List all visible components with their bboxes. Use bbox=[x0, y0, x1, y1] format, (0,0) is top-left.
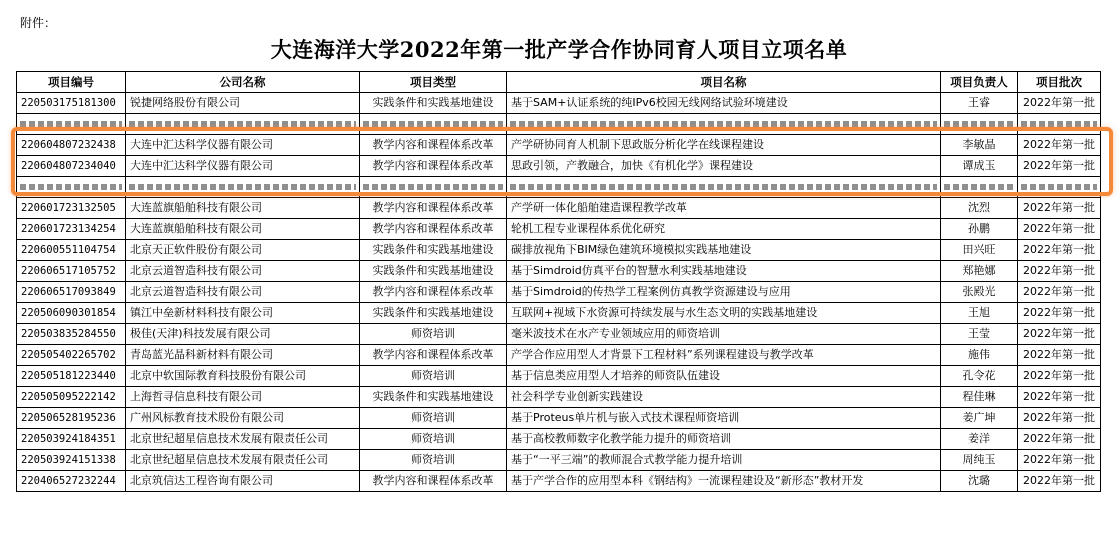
cell-company: 极佳(天津)科技发展有限公司 bbox=[126, 324, 360, 345]
cell-code: 220506528195236 bbox=[17, 408, 126, 429]
cell-type: 实践条件和实践基地建设 bbox=[360, 93, 507, 114]
cell-name: 基于高校教师数字化教学能力提升的师资培训 bbox=[507, 429, 941, 450]
cell-type: 教学内容和课程体系改革 bbox=[360, 156, 507, 177]
cell-batch: 2022年第一批 bbox=[1018, 345, 1101, 366]
table-row bbox=[17, 156, 1101, 177]
cell-lead: 沈璐 bbox=[941, 471, 1018, 492]
cell-type: 教学内容和课程体系改革 bbox=[360, 345, 507, 366]
cell-company: 北京天正软件股份有限公司 bbox=[126, 240, 360, 261]
cell-company: 北京世纪超星信息技术发展有限责任公司 bbox=[126, 429, 360, 450]
cell-name: 思政引领，产教融合，加快《有机化学》课程建设 bbox=[507, 156, 941, 177]
cell-type: 师资培训 bbox=[360, 324, 507, 345]
table-row bbox=[17, 282, 1101, 303]
table-row bbox=[17, 408, 1101, 429]
cell-lead: 王睿 bbox=[941, 93, 1018, 114]
cell-name: 毫米波技术在水产专业领域应用的师资培训 bbox=[507, 324, 941, 345]
table-row-obscured bbox=[17, 114, 1101, 135]
cell-company bbox=[126, 177, 360, 198]
cell-name: 基于Simdroid的传热学工程案例仿真教学资源建设与应用 bbox=[507, 282, 941, 303]
cell-type: 师资培训 bbox=[360, 366, 507, 387]
cell-batch: 2022年第一批 bbox=[1018, 261, 1101, 282]
cell-type bbox=[360, 114, 507, 135]
cell-lead: 施伟 bbox=[941, 345, 1018, 366]
cell-batch: 2022年第一批 bbox=[1018, 366, 1101, 387]
cell-code: 220604807234040 bbox=[17, 156, 126, 177]
column-header-batch: 项目批次 bbox=[1018, 72, 1101, 93]
cell-lead bbox=[941, 114, 1018, 135]
table-row bbox=[17, 93, 1101, 114]
cell-name: 轮机工程专业课程体系优化研究 bbox=[507, 219, 941, 240]
cell-code: 220503924151338 bbox=[17, 450, 126, 471]
cell-name: 基于Simdroid仿真平台的智慧水利实践基地建设 bbox=[507, 261, 941, 282]
table-row-obscured bbox=[17, 177, 1101, 198]
project-table bbox=[16, 71, 1101, 492]
cell-type: 师资培训 bbox=[360, 450, 507, 471]
cell-company: 广州风标教育技术股份有限公司 bbox=[126, 408, 360, 429]
cell-name: 互联网+视域下水资源可持续发展与水生态文明的实践基地建设 bbox=[507, 303, 941, 324]
cell-code: 220604807232438 bbox=[17, 135, 126, 156]
cell-company: 大连蓝旗船舶科技有限公司 bbox=[126, 198, 360, 219]
cell-type: 教学内容和课程体系改革 bbox=[360, 219, 507, 240]
cell-name bbox=[507, 177, 941, 198]
cell-lead: 程佳琳 bbox=[941, 387, 1018, 408]
cell-code: 220505181223440 bbox=[17, 366, 126, 387]
cell-batch bbox=[1018, 177, 1101, 198]
document-title: 大连海洋大学2022年第一批产学合作协同育人项目立项名单 bbox=[270, 37, 848, 62]
cell-batch bbox=[1018, 114, 1101, 135]
cell-lead: 张殿光 bbox=[941, 282, 1018, 303]
cell-type: 教学内容和课程体系改革 bbox=[360, 135, 507, 156]
cell-company: 镇江中垒新材料科技有限公司 bbox=[126, 303, 360, 324]
cell-lead: 孔令花 bbox=[941, 366, 1018, 387]
cell-company bbox=[126, 114, 360, 135]
table-row bbox=[17, 471, 1101, 492]
attachment-label: 附件： bbox=[20, 16, 57, 30]
cell-code: 220503835284550 bbox=[17, 324, 126, 345]
cell-lead bbox=[941, 177, 1018, 198]
cell-batch: 2022年第一批 bbox=[1018, 471, 1101, 492]
cell-batch: 2022年第一批 bbox=[1018, 429, 1101, 450]
cell-company: 北京云道智造科技有限公司 bbox=[126, 261, 360, 282]
cell-lead: 姜洋 bbox=[941, 429, 1018, 450]
table-row bbox=[17, 135, 1101, 156]
table-row bbox=[17, 366, 1101, 387]
cell-lead: 郑艳娜 bbox=[941, 261, 1018, 282]
cell-code: 220606517105752 bbox=[17, 261, 126, 282]
cell-type: 实践条件和实践基地建设 bbox=[360, 261, 507, 282]
cell-name: 产学研一体化船舶建造课程教学改革 bbox=[507, 198, 941, 219]
cell-name: 产学研协同育人机制下思政版分析化学在线课程建设 bbox=[507, 135, 941, 156]
cell-code: 220503924184351 bbox=[17, 429, 126, 450]
cell-company: 大连中汇达科学仪器有限公司 bbox=[126, 156, 360, 177]
cell-batch: 2022年第一批 bbox=[1018, 387, 1101, 408]
cell-lead: 孙鹏 bbox=[941, 219, 1018, 240]
cell-name: 基于SAM+认证系统的纯IPv6校园无线网络试验环境建设 bbox=[507, 93, 941, 114]
table-row bbox=[17, 450, 1101, 471]
cell-code bbox=[17, 177, 126, 198]
cell-name bbox=[507, 114, 941, 135]
cell-code: 220503175181300 bbox=[17, 93, 126, 114]
cell-batch: 2022年第一批 bbox=[1018, 219, 1101, 240]
cell-batch: 2022年第一批 bbox=[1018, 135, 1101, 156]
cell-name: 基于产学合作的应用型本科《钢结构》一流课程建设及“新形态”教材开发 bbox=[507, 471, 941, 492]
cell-company: 锐捷网络股份有限公司 bbox=[126, 93, 360, 114]
cell-company: 上海哲寻信息科技有限公司 bbox=[126, 387, 360, 408]
cell-company: 北京中软国际教育科技股份有限公司 bbox=[126, 366, 360, 387]
cell-company: 大连蓝旗船舶科技有限公司 bbox=[126, 219, 360, 240]
cell-type: 师资培训 bbox=[360, 408, 507, 429]
cell-company: 北京世纪超星信息技术发展有限责任公司 bbox=[126, 450, 360, 471]
cell-type: 教学内容和课程体系改革 bbox=[360, 471, 507, 492]
cell-batch: 2022年第一批 bbox=[1018, 324, 1101, 345]
cell-lead: 姜广坤 bbox=[941, 408, 1018, 429]
table-row bbox=[17, 303, 1101, 324]
cell-batch: 2022年第一批 bbox=[1018, 156, 1101, 177]
cell-batch: 2022年第一批 bbox=[1018, 303, 1101, 324]
cell-code bbox=[17, 114, 126, 135]
table-row bbox=[17, 345, 1101, 366]
table-row bbox=[17, 429, 1101, 450]
column-header-company: 公司名称 bbox=[126, 72, 360, 93]
cell-name: 基于“一平三端”的教师混合式教学能力提升培训 bbox=[507, 450, 941, 471]
cell-lead: 李敏晶 bbox=[941, 135, 1018, 156]
cell-type: 教学内容和课程体系改革 bbox=[360, 198, 507, 219]
cell-batch: 2022年第一批 bbox=[1018, 198, 1101, 219]
column-header-name: 项目名称 bbox=[507, 72, 941, 93]
cell-name: 碳排放视角下BIM绿色建筑环境模拟实践基地建设 bbox=[507, 240, 941, 261]
cell-type bbox=[360, 177, 507, 198]
cell-company: 青岛蓝光晶科新材料有限公司 bbox=[126, 345, 360, 366]
table-row bbox=[17, 219, 1101, 240]
cell-type: 实践条件和实践基地建设 bbox=[360, 303, 507, 324]
cell-batch: 2022年第一批 bbox=[1018, 240, 1101, 261]
cell-company: 大连中汇达科学仪器有限公司 bbox=[126, 135, 360, 156]
cell-name: 基于Proteus单片机与嵌入式技术课程师资培训 bbox=[507, 408, 941, 429]
table-row bbox=[17, 324, 1101, 345]
column-header-code: 项目编号 bbox=[17, 72, 126, 93]
cell-company: 北京筑信达工程咨询有限公司 bbox=[126, 471, 360, 492]
table-header-row bbox=[17, 72, 1101, 93]
cell-type: 教学内容和课程体系改革 bbox=[360, 282, 507, 303]
cell-code: 220506090301854 bbox=[17, 303, 126, 324]
table-row bbox=[17, 240, 1101, 261]
cell-code: 220600551104754 bbox=[17, 240, 126, 261]
cell-name: 社会科学专业创新实践建设 bbox=[507, 387, 941, 408]
cell-type: 师资培训 bbox=[360, 429, 507, 450]
cell-type: 实践条件和实践基地建设 bbox=[360, 240, 507, 261]
cell-code: 220505402265702 bbox=[17, 345, 126, 366]
cell-lead: 周纯玉 bbox=[941, 450, 1018, 471]
column-header-lead: 项目负责人 bbox=[941, 72, 1018, 93]
cell-code: 220601723132505 bbox=[17, 198, 126, 219]
cell-lead: 谭成玉 bbox=[941, 156, 1018, 177]
cell-name: 基于信息类应用型人才培养的师资队伍建设 bbox=[507, 366, 941, 387]
cell-lead: 王旭 bbox=[941, 303, 1018, 324]
table-row bbox=[17, 387, 1101, 408]
cell-code: 220601723134254 bbox=[17, 219, 126, 240]
cell-batch: 2022年第一批 bbox=[1018, 450, 1101, 471]
table-row bbox=[17, 198, 1101, 219]
table-row bbox=[17, 261, 1101, 282]
cell-lead: 田兴旺 bbox=[941, 240, 1018, 261]
cell-batch: 2022年第一批 bbox=[1018, 282, 1101, 303]
cell-company: 北京云道智造科技有限公司 bbox=[126, 282, 360, 303]
cell-code: 220505095222142 bbox=[17, 387, 126, 408]
column-header-type: 项目类型 bbox=[360, 72, 507, 93]
cell-code: 220606517093849 bbox=[17, 282, 126, 303]
cell-lead: 王莹 bbox=[941, 324, 1018, 345]
cell-type: 实践条件和实践基地建设 bbox=[360, 387, 507, 408]
cell-batch: 2022年第一批 bbox=[1018, 408, 1101, 429]
cell-code: 220406527232244 bbox=[17, 471, 126, 492]
cell-name: 产学合作应用型人才背景下工程材料”系列课程建设与教学改革 bbox=[507, 345, 941, 366]
cell-batch: 2022年第一批 bbox=[1018, 93, 1101, 114]
cell-lead: 沈烈 bbox=[941, 198, 1018, 219]
